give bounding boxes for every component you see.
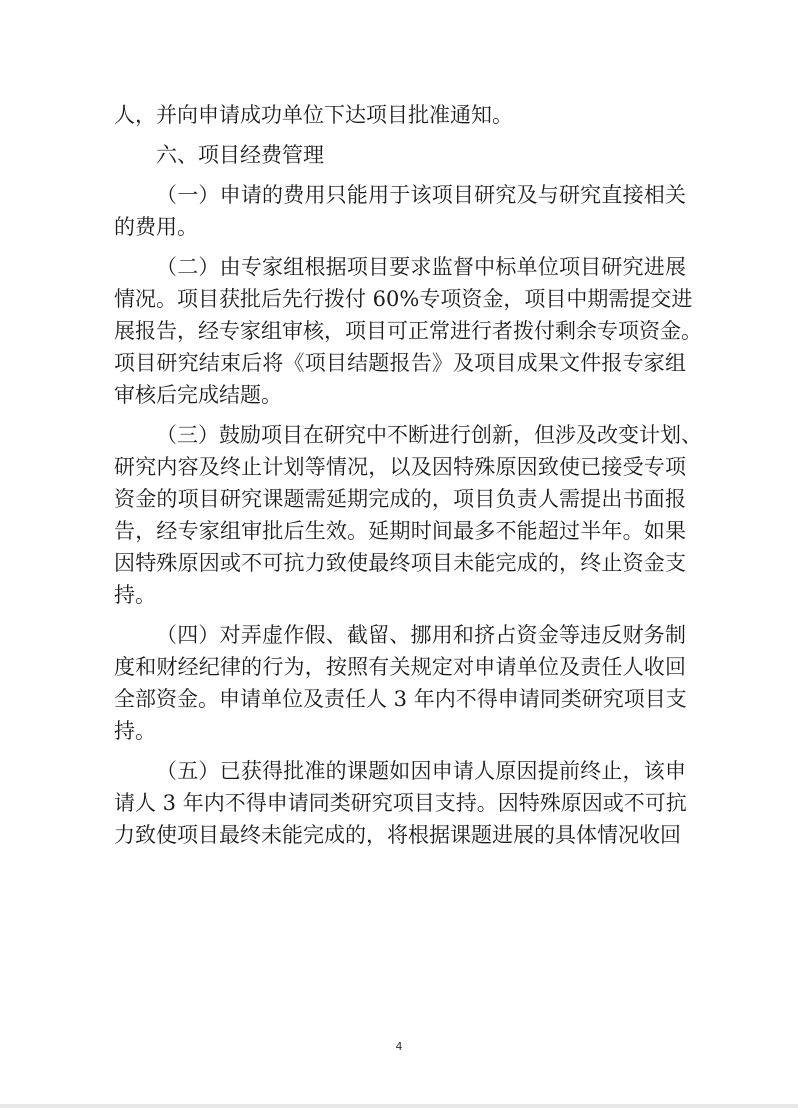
text-line: 持。 xyxy=(114,719,156,743)
text-line: 的费用。 xyxy=(114,215,198,239)
text-line: 请人 3 年内不得申请同类研究项目支持。因特殊原因或不可抗 xyxy=(114,791,687,815)
paragraph-p3 xyxy=(114,251,702,411)
paragraph-p2 xyxy=(114,179,686,243)
document-body xyxy=(114,99,702,851)
text-line: 度和财经纪律的行为，按照有关规定对申请单位及责任人收回 xyxy=(114,655,686,679)
text-line: 因特殊原因或不可抗力致使最终项目未能完成的，终止资金支 xyxy=(114,551,686,575)
paragraph-p5 xyxy=(114,619,686,747)
text-line: 全部资金。申请单位及责任人 3 年内不得申请同类研究项目支 xyxy=(114,687,687,711)
text-line: 告，经专家组审批后生效。延期时间最多不能超过半年。如果 xyxy=(114,519,686,543)
text-line: 持。 xyxy=(114,583,156,607)
paragraph-gap xyxy=(114,243,686,251)
page-bottom-edge xyxy=(0,1104,798,1108)
text-line: 力致使项目最终未能完成的，将根据课题进展的具体情况收回 xyxy=(114,823,681,847)
text-line: 资金的项目研究课题需延期完成的，项目负责人需提出书面报 xyxy=(114,487,686,511)
text-line: 研究内容及终止计划等情况，以及因特殊原因致使已接受专项 xyxy=(114,455,686,479)
paragraph-p4 xyxy=(114,419,702,611)
text-line: 情况。项目获批后先行拨付 60%专项资金，项目中期需提交进 xyxy=(114,287,693,311)
text-line: （三）鼓励项目在研究中不断进行创新，但涉及改变计划、 xyxy=(156,423,702,447)
paragraph-p1 xyxy=(114,139,686,171)
text-line: 人，并向申请成功单位下达项目批准通知。 xyxy=(114,103,513,127)
page-number: 4 xyxy=(395,1040,403,1053)
paragraph-gap xyxy=(114,171,686,179)
text-line: （二）由专家组根据项目要求监督中标单位项目研究进展 xyxy=(156,255,686,279)
text-line: （五）已获得批准的课题如因申请人原因提前终止，该申 xyxy=(156,759,686,783)
paragraph-gap xyxy=(114,131,686,139)
text-line: （一）申请的费用只能用于该项目研究及与研究直接相关 xyxy=(156,183,686,207)
text-line: 展报告，经专家组审核，项目可正常进行者拨付剩余专项资金。 xyxy=(114,319,702,343)
text-line: （四）对弄虚作假、截留、挪用和挤占资金等违反财务制 xyxy=(156,623,686,647)
paragraph-p0 xyxy=(114,99,686,131)
text-line: 项目研究结束后将《项目结题报告》及项目成果文件报专家组 xyxy=(114,351,686,375)
paragraph-gap xyxy=(114,411,686,419)
paragraph-gap xyxy=(114,611,686,619)
text-line: 审核后完成结题。 xyxy=(114,383,282,407)
text-line: 六、项目经费管理 xyxy=(156,143,324,167)
paragraph-p6 xyxy=(114,755,686,851)
paragraph-gap xyxy=(114,747,686,755)
